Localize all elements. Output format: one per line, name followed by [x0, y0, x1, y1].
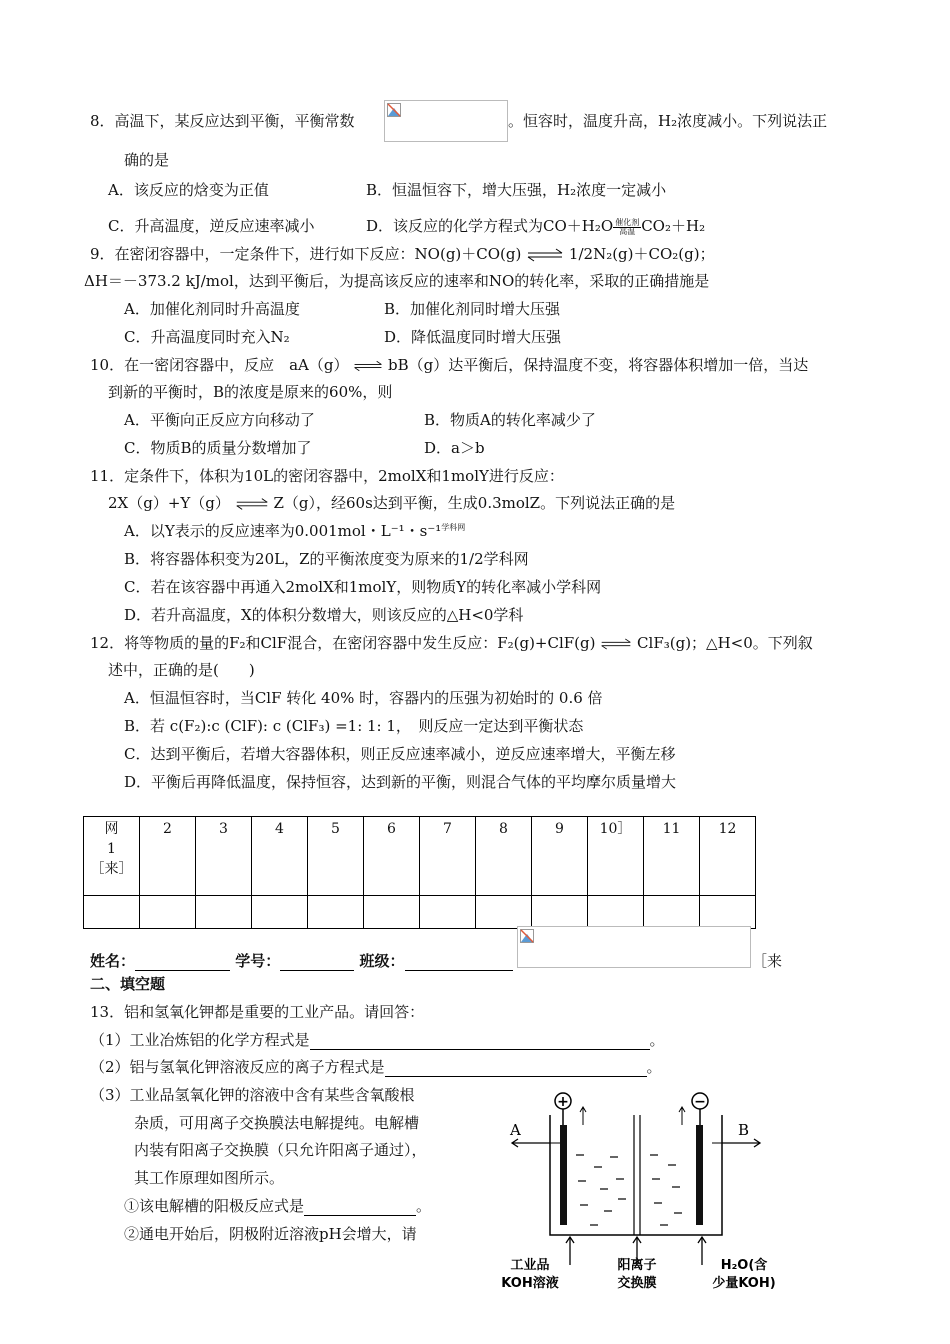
plus-sign: + [557, 1094, 569, 1110]
q13-part3-line3: 内装有阳离子交换膜（只允许阳离子通过）， [134, 1141, 427, 1159]
q13-intro: 13．铝和氢氧化钾都是重要的工业产品。请回答： [90, 1003, 425, 1021]
q12-line2: 述中，正确的是( ) [108, 661, 255, 679]
q12-option-b: B．若 c(F₂):c (ClF): c (ClF₃) =1: 1: 1， 则反应一定达到平衡状态 [124, 717, 584, 735]
q10-option-d: D．a＞b [424, 439, 485, 457]
q9-line1 [90, 244, 715, 264]
answer-table-header: 3 [196, 817, 252, 896]
q8-option-b: B．恒温恒容下，增大压强，H₂浓度一定减小 [366, 181, 667, 199]
student-info-trailing: ［来 [752, 952, 783, 970]
answer-table-header: 8 [476, 817, 532, 896]
caption-mid-1: 阳离子 [617, 1258, 657, 1273]
answer-cell[interactable] [84, 896, 140, 929]
q8-line1 [90, 111, 355, 131]
q8-option-d-products: CO₂＋H₂ [641, 217, 706, 235]
q11-option-a-text: A．以Y表示的反应速率为0.001mol・L⁻¹・s⁻¹ [124, 522, 442, 540]
student-id-field[interactable] [280, 954, 354, 971]
q11-option-b: B．将容器体积变为20L，Z的平衡浓度变为原来的1/2学科网 [124, 550, 529, 568]
q8-text-a: 8．高温下，某反应达到平衡，平衡常数 [90, 112, 355, 130]
q8-line2: 确的是 [124, 151, 170, 169]
answer-table-header: 4 [252, 817, 308, 896]
answer-table-header: 10］ [588, 817, 644, 896]
q13-part1-answer[interactable] [310, 1033, 650, 1050]
answer-cell[interactable] [196, 896, 252, 929]
caption-mid-2: 交换膜 [617, 1276, 657, 1291]
q13-sub1-answer[interactable] [304, 1199, 416, 1216]
q11-line1: 11．定条件下，体积为10L的密闭容器中，2molX和1molY进行反应： [90, 467, 564, 485]
label-b: B [738, 1121, 750, 1139]
student-id-label: 学号： [235, 952, 281, 970]
answer-cell[interactable] [308, 896, 364, 929]
inline-image-placeholder [517, 926, 751, 968]
answer-cell[interactable] [476, 896, 532, 929]
answer-table-header: 6 [364, 817, 420, 896]
solution-marks [576, 1155, 682, 1225]
q11-text-a: 2X（g）+Y（g） [108, 494, 230, 512]
label-a: A [510, 1121, 521, 1139]
q8-option-d-text: D．该反应的化学方程式为CO＋H₂O [366, 217, 614, 235]
answer-cell[interactable] [140, 896, 196, 929]
q9-text-a: 9．在密闭容器中，一定条件下，进行如下反应：NO(g)＋CO(g) [90, 245, 522, 263]
q13-sub1-text: ①该电解槽的阳极反应式是 [124, 1197, 305, 1215]
q12-line1 [90, 633, 813, 653]
cathode [696, 1125, 703, 1225]
q10-option-c: C．物质B的质量分数增加了 [124, 439, 312, 457]
answer-table-header: 7 [420, 817, 476, 896]
equilibrium-arrow-icon [235, 497, 269, 511]
q8-line1-end: 。恒容时，温度升高，H₂浓度减小。下列说法正 [508, 112, 828, 130]
name-field[interactable] [135, 954, 230, 971]
q13-sub1 [124, 1196, 431, 1216]
answer-table-first-cell [84, 817, 140, 896]
q13-part3-line1: （3）工业品氢氧化钾的溶液中含有某些含氧酸根 [90, 1086, 415, 1104]
equilibrium-constant-image [384, 100, 508, 142]
broken-image-icon [387, 103, 401, 117]
q10-line1 [90, 355, 808, 375]
q10-text-b: bB（g）达平衡后，保持温度不变，将容器体积增加一倍，当达 [388, 356, 809, 374]
q8-option-d [366, 216, 705, 236]
answer-cell[interactable] [364, 896, 420, 929]
electrolysis-diagram [490, 1085, 790, 1295]
q12-text-a: 12．将等物质的量的F₂和ClF混合，在密闭容器中发生反应：F₂(g)+ClF(g) [90, 634, 596, 652]
q9-line2: ΔH＝－373.2 kJ/mol，达到平衡后，为提高该反应的速率和NO的转化率，采取的正确措施是 [84, 272, 710, 290]
q11-line2 [108, 493, 675, 513]
q8-option-a: A．该反应的焓变为正值 [108, 181, 269, 199]
q11-option-d: D．若升高温度，X的体积分数增大，则该反应的△H<0学科 [124, 606, 524, 624]
student-info-row [90, 951, 513, 971]
equilibrium-arrow-icon [600, 637, 632, 651]
answer-table-header: 5 [308, 817, 364, 896]
q13-part1-text: （1）工业冶炼铝的化学方程式是 [90, 1031, 310, 1049]
q11-option-a-note: 学科网 [441, 523, 466, 532]
answer-table-header-row [84, 817, 756, 896]
catalyst-bottom: 高温 [619, 226, 636, 236]
first-cell-line: 1 [107, 841, 116, 857]
q11-option-a [124, 521, 465, 541]
catalyst-label [613, 219, 641, 236]
catalyst-top: 催化剂 [615, 217, 640, 227]
answer-cell[interactable] [700, 896, 756, 929]
q11-option-c: C．若在该容器中再通入2molX和1molY，则物质Y的转化率减小学科网 [124, 578, 602, 596]
q9-option-d: D．降低温度同时增大压强 [384, 328, 562, 346]
q13-part2 [90, 1057, 662, 1077]
equilibrium-arrow-icon [353, 359, 383, 373]
answer-table-answer-row [84, 896, 756, 929]
minus-sign: − [694, 1094, 706, 1110]
first-cell-line: 网 [104, 821, 119, 837]
answer-cell[interactable] [252, 896, 308, 929]
caption-left-1: 工业品 [510, 1258, 550, 1273]
caption-right-1: H₂O(含 [720, 1258, 768, 1273]
name-label: 姓名： [90, 952, 136, 970]
answer-table-header: 12 [700, 817, 756, 896]
q13-sub2: ②通电开始后，阴极附近溶液pH会增大，请 [124, 1225, 417, 1243]
answer-table-header: 2 [140, 817, 196, 896]
q12-option-a: A．恒温恒容时，当ClF 转化 40% 时，容器内的压强为初始时的 0.6 倍 [124, 689, 603, 707]
q8-option-c: C．升高温度，逆反应速率减小 [108, 217, 315, 235]
q10-option-a: A．平衡向正反应方向移动了 [124, 411, 315, 429]
first-cell-line: ［来］ [90, 861, 133, 877]
broken-image-icon [520, 929, 534, 943]
q11-text-b: Z（g），经60s达到平衡，生成0.3molZ。下列说法正确的是 [273, 494, 676, 512]
section-title: 二、填空题 [90, 975, 166, 993]
answer-cell[interactable] [420, 896, 476, 929]
answer-table-header: 11 [644, 817, 700, 896]
answer-cell[interactable] [644, 896, 700, 929]
q13-part1 [90, 1030, 665, 1050]
answer-table [83, 816, 756, 929]
caption-left-2: KOH溶液 [501, 1276, 559, 1291]
q13-part2-answer[interactable] [385, 1060, 647, 1077]
q10-line2: 到新的平衡时，B的浓度是原来的60%，则 [108, 383, 393, 401]
q13-part2-text: （2）铝与氢氧化钾溶液反应的离子方程式是 [90, 1058, 385, 1076]
class-label: 班级： [359, 952, 405, 970]
q13-part2-end: 。 [646, 1058, 662, 1076]
q9-option-a: A．加催化剂同时升高温度 [124, 300, 300, 318]
q9-option-b: B．加催化剂同时增大压强 [384, 300, 561, 318]
q13-sub1-end: 。 [416, 1197, 432, 1215]
class-field[interactable] [405, 954, 513, 971]
q10-option-b: B．物质A的转化率减少了 [424, 411, 596, 429]
answer-cell[interactable] [588, 896, 644, 929]
q12-option-c: C．达到平衡后，若增大容器体积，则正反应速率减小，逆反应速率增大，平衡左移 [124, 745, 676, 763]
answer-table-header: 9 [532, 817, 588, 896]
q12-text-b: ClF₃(g)；△H<0。下列叙 [637, 634, 813, 652]
caption-right-2: 少量KOH) [712, 1276, 776, 1291]
q13-part3-line4: 其工作原理如图所示。 [134, 1169, 285, 1187]
anode [560, 1125, 567, 1225]
answer-cell[interactable] [532, 896, 588, 929]
q9-option-c: C．升高温度同时充入N₂ [124, 328, 290, 346]
q13-part3-line2: 杂质，可用离子交换膜法电解提纯。电解槽 [134, 1114, 420, 1132]
q12-option-d: D．平衡后再降低温度，保持恒容，达到新的平衡，则混合气体的平均摩尔质量增大 [124, 773, 677, 791]
equilibrium-arrow-icon [526, 248, 564, 262]
q10-text-a: 10．在一密闭容器中，反应 aA（g） [90, 356, 349, 374]
q13-part1-end: 。 [649, 1031, 665, 1049]
q9-text-b: 1/2N₂(g)＋CO₂(g)； [568, 245, 715, 263]
